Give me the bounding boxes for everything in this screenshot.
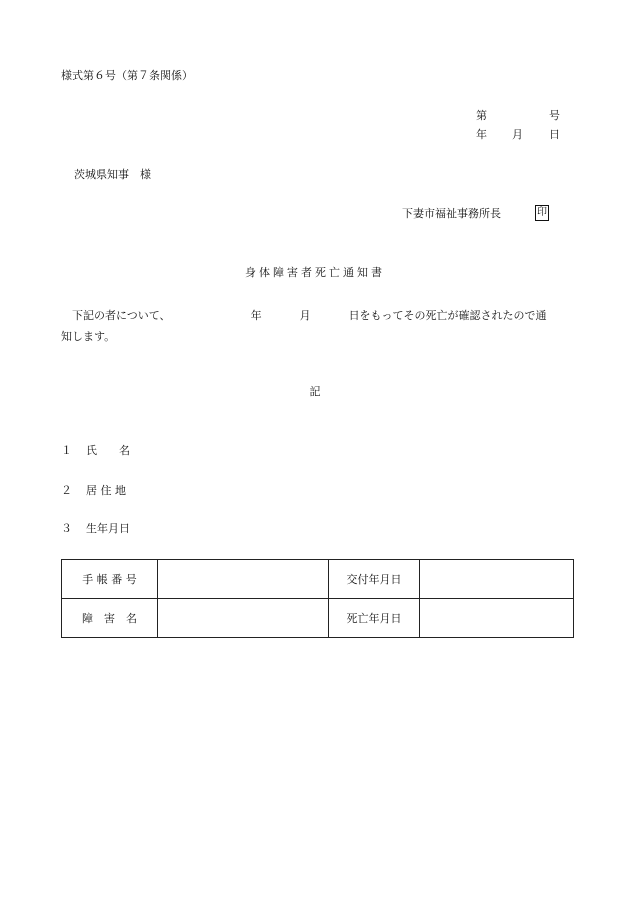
date-month-label: 月 [512, 128, 523, 141]
item-birthdate [61, 522, 130, 536]
item-name [61, 444, 130, 458]
disability-name-label: 障 害 名 [62, 599, 158, 638]
document-number-label: 第 [476, 109, 487, 122]
handbook-number-field[interactable] [158, 560, 329, 599]
item-address [61, 484, 126, 498]
body-line-1 [61, 305, 576, 326]
item-label: 生年月日 [86, 522, 130, 535]
body-text [61, 305, 576, 347]
date-day-label: 日 [549, 128, 560, 141]
item-number: １ [61, 444, 72, 457]
body-line-2: 知します。 [61, 330, 116, 343]
info-table [61, 559, 574, 638]
document-title: 身体障害者死亡通知書 [245, 266, 385, 279]
disability-name-field[interactable] [158, 599, 329, 638]
death-date-label: 死亡年月日 [329, 599, 420, 638]
table-row [62, 599, 574, 638]
body-day-suffix: 日をもってその死亡が確認されたので通 [348, 309, 547, 322]
seal-stamp: 印 [535, 205, 549, 221]
date-year-label: 年 [476, 128, 487, 141]
sender-name: 下妻市福祉事務所長 [402, 207, 501, 220]
ki-heading: 記 [309, 385, 321, 398]
body-year-label: 年 [250, 309, 262, 322]
item-label: 居 住 地 [86, 484, 126, 497]
body-prefix: 下記の者について、 [72, 309, 171, 322]
item-number: ２ [61, 484, 72, 497]
form-id: 様式第６号（第７条関係） [61, 69, 193, 82]
table-row [62, 560, 574, 599]
item-label: 氏 名 [86, 444, 130, 457]
body-month-label: 月 [299, 309, 311, 322]
issue-date-label: 交付年月日 [329, 560, 420, 599]
item-number: ３ [61, 522, 72, 535]
issue-date-field[interactable] [420, 560, 574, 599]
addressee: 茨城県知事 様 [74, 168, 151, 181]
death-date-field[interactable] [420, 599, 574, 638]
handbook-number-label: 手 帳 番 号 [62, 560, 158, 599]
document-number-suffix: 号 [549, 109, 560, 122]
